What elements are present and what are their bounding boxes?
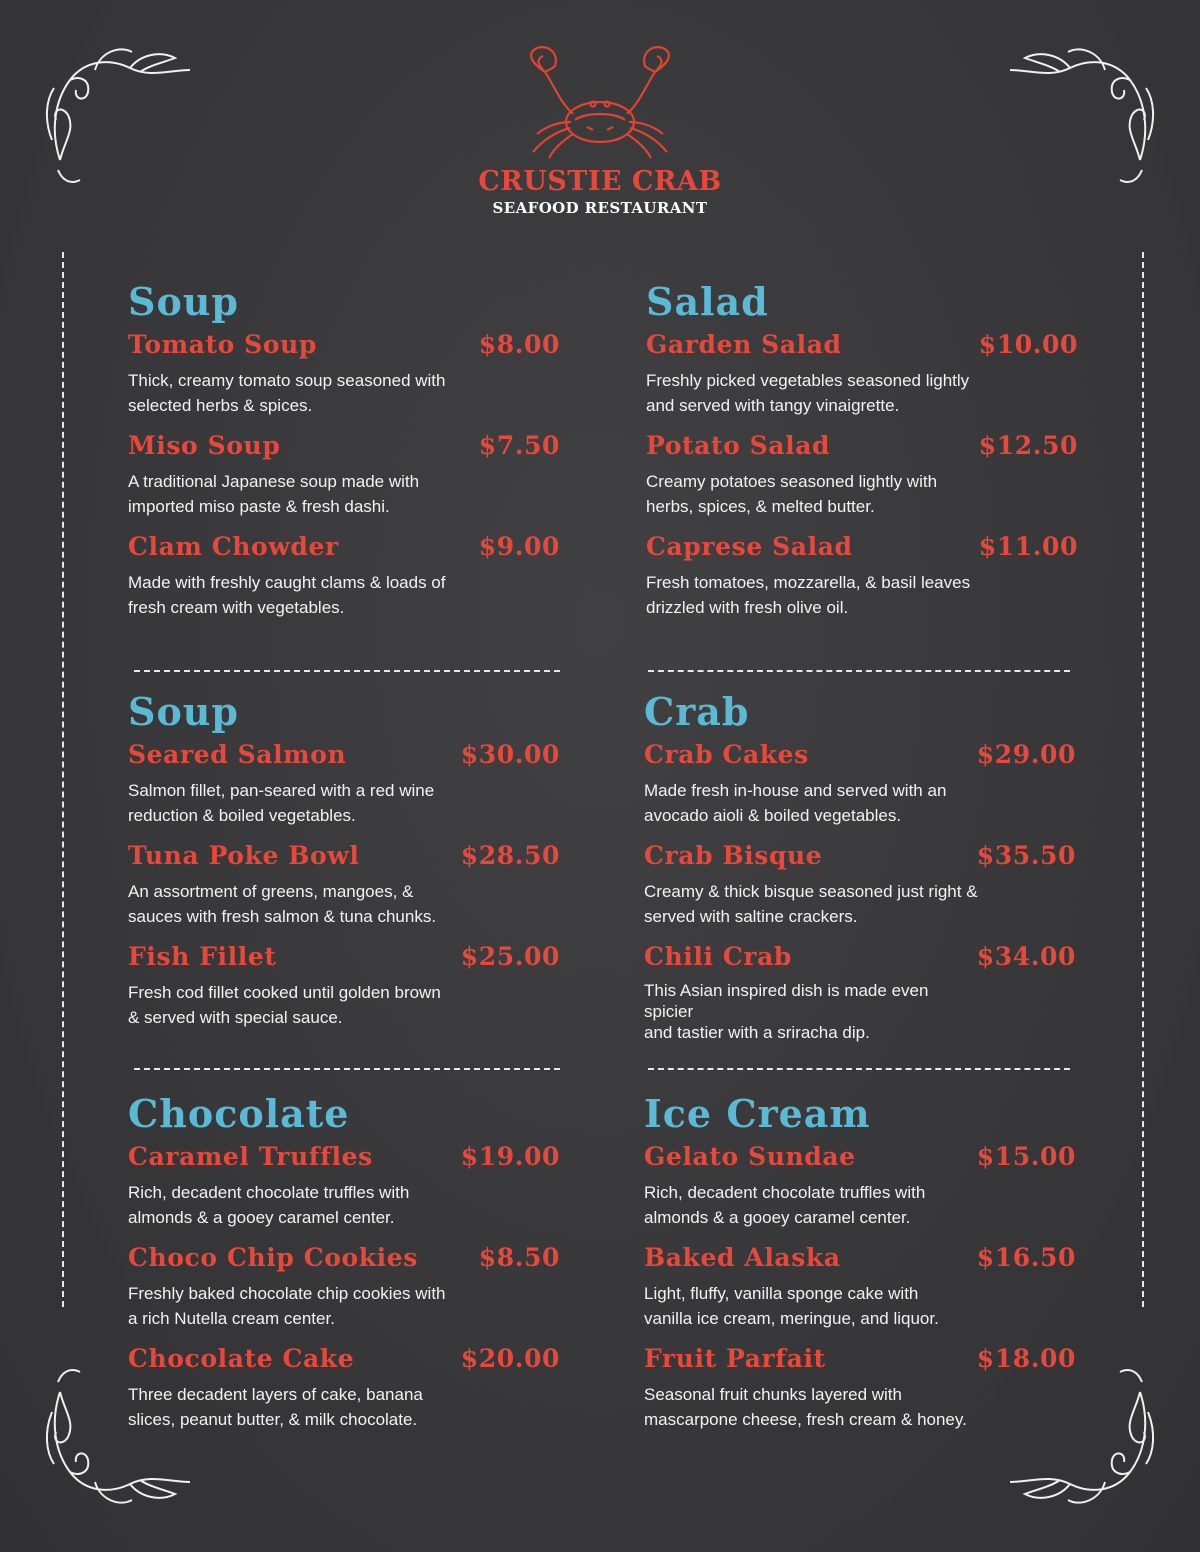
item-description: A traditional Japanese soup made with imported miso paste & fresh dashi. [128, 472, 420, 516]
menu-section [644, 1092, 1076, 1443]
item-price: $19.00 [460, 1142, 560, 1171]
menu-item [644, 1140, 1076, 1241]
item-description: Thick, creamy tomato soup seasoned with selected herbs & spices. [128, 371, 446, 415]
section-divider [134, 670, 560, 672]
section-title: Crab [644, 689, 750, 734]
item-name: Potato Salad [646, 431, 831, 460]
item-name: Garden Salad [646, 330, 842, 359]
menu-item [128, 1140, 560, 1241]
section-title: Soup [128, 279, 239, 324]
item-price: $12.50 [978, 431, 1078, 460]
item-name: Fish Fillet [128, 942, 277, 971]
menu-section [128, 690, 560, 1041]
item-name: Miso Soup [128, 431, 281, 460]
section-divider [134, 1068, 560, 1070]
menu-item [644, 1342, 1076, 1443]
menu-item [644, 1241, 1076, 1342]
restaurant-name: CRUSTIE CRAB [478, 166, 722, 197]
menu-item [646, 429, 1078, 530]
menu-item [128, 839, 560, 940]
item-description: Made fresh in-house and served with an avocado aioli & boiled vegetables. [644, 781, 947, 825]
section-title: Salad [646, 279, 769, 324]
item-price: $11.00 [978, 532, 1078, 561]
item-price: $16.50 [976, 1243, 1076, 1272]
menu-item [646, 328, 1078, 429]
item-name: Fruit Parfait [644, 1344, 826, 1373]
item-price: $18.00 [976, 1344, 1076, 1373]
section-title: Chocolate [128, 1091, 350, 1136]
item-price: $25.00 [460, 942, 560, 971]
menu-item [644, 839, 1076, 940]
item-name: Chocolate Cake [128, 1344, 355, 1373]
item-name: Baked Alaska [644, 1243, 841, 1272]
menu-item [644, 940, 1076, 1041]
item-name: Tomato Soup [128, 330, 317, 359]
item-name: Seared Salmon [128, 740, 347, 769]
section-title: Soup [128, 689, 239, 734]
item-description: Rich, decadent chocolate truffles with almonds & a gooey caramel center. [128, 1183, 410, 1227]
menu-item [128, 1241, 560, 1342]
item-description: Made with freshly caught clams & loads of fresh cream with vegetables. [128, 573, 446, 617]
menu-item [128, 328, 560, 429]
item-price: $7.50 [478, 431, 560, 460]
menu-item [128, 530, 560, 631]
section-divider [648, 670, 1070, 672]
menu-item [128, 940, 560, 1041]
item-description: An assortment of greens, mangoes, & sauces with fresh salmon & tuna chunks. [128, 882, 437, 926]
menu-section [128, 1092, 560, 1443]
item-price: $29.00 [976, 740, 1076, 769]
item-price: $9.00 [478, 532, 560, 561]
item-name: Tuna Poke Bowl [128, 841, 360, 870]
dashed-border-right [1142, 252, 1144, 1307]
menu-section [646, 280, 1078, 631]
restaurant-subtitle: SEAFOOD RESTAURANT [492, 199, 708, 217]
item-description: Creamy & thick bisque seasoned just right & served with saltine crackers. [644, 882, 978, 926]
menu-item [128, 429, 560, 530]
item-description: Three decadent layers of cake, banana slices, peanut butter, & milk chocolate. [128, 1385, 423, 1429]
item-name: Crab Cakes [644, 740, 809, 769]
item-description: This Asian inspired dish is made even spicier and tastier with a sriracha dip. [644, 981, 929, 1042]
item-description: Light, fluffy, vanilla sponge cake with vanilla ice cream, meringue, and liquor. [644, 1284, 939, 1328]
item-price: $28.50 [460, 841, 560, 870]
item-description: Seasonal fruit chunks layered with mascarpone cheese, fresh cream & honey. [644, 1385, 967, 1429]
crab-icon [515, 42, 685, 162]
item-price: $20.00 [460, 1344, 560, 1373]
menu-item [644, 738, 1076, 839]
item-price: $30.00 [460, 740, 560, 769]
menu-section [644, 690, 1076, 1041]
menu-section [128, 280, 560, 631]
section-title: Ice Cream [644, 1091, 871, 1136]
item-description: Rich, decadent chocolate truffles with almonds & a gooey caramel center. [644, 1183, 926, 1227]
item-price: $35.50 [976, 841, 1076, 870]
item-name: Caprese Salad [646, 532, 853, 561]
item-price: $8.00 [478, 330, 560, 359]
item-price: $15.00 [976, 1142, 1076, 1171]
item-price: $34.00 [976, 942, 1076, 971]
menu-item [646, 530, 1078, 631]
item-description: Freshly picked vegetables seasoned lightly and served with tangy vinaigrette. [646, 371, 970, 415]
item-description: Freshly baked chocolate chip cookies with a rich Nutella cream center. [128, 1284, 446, 1328]
section-divider [648, 1068, 1070, 1070]
item-description: Fresh tomatoes, mozzarella, & basil leaves drizzled with fresh olive oil. [646, 573, 971, 617]
item-name: Chili Crab [644, 942, 793, 971]
item-name: Clam Chowder [128, 532, 339, 561]
item-price: $10.00 [978, 330, 1078, 359]
dashed-border-left [62, 252, 64, 1307]
item-name: Choco Chip Cookies [128, 1243, 418, 1272]
item-name: Caramel Truffles [128, 1142, 373, 1171]
item-description: Creamy potatoes seasoned lightly with herbs, spices, & melted butter. [646, 472, 938, 516]
menu-item [128, 1342, 560, 1443]
menu-item [128, 738, 560, 839]
restaurant-logo [0, 42, 1200, 217]
item-description: Fresh cod fillet cooked until golden brown & served with special sauce. [128, 983, 441, 1027]
item-name: Gelato Sundae [644, 1142, 856, 1171]
item-price: $8.50 [478, 1243, 560, 1272]
item-name: Crab Bisque [644, 841, 823, 870]
item-description: Salmon fillet, pan-seared with a red wine reduction & boiled vegetables. [128, 781, 435, 825]
